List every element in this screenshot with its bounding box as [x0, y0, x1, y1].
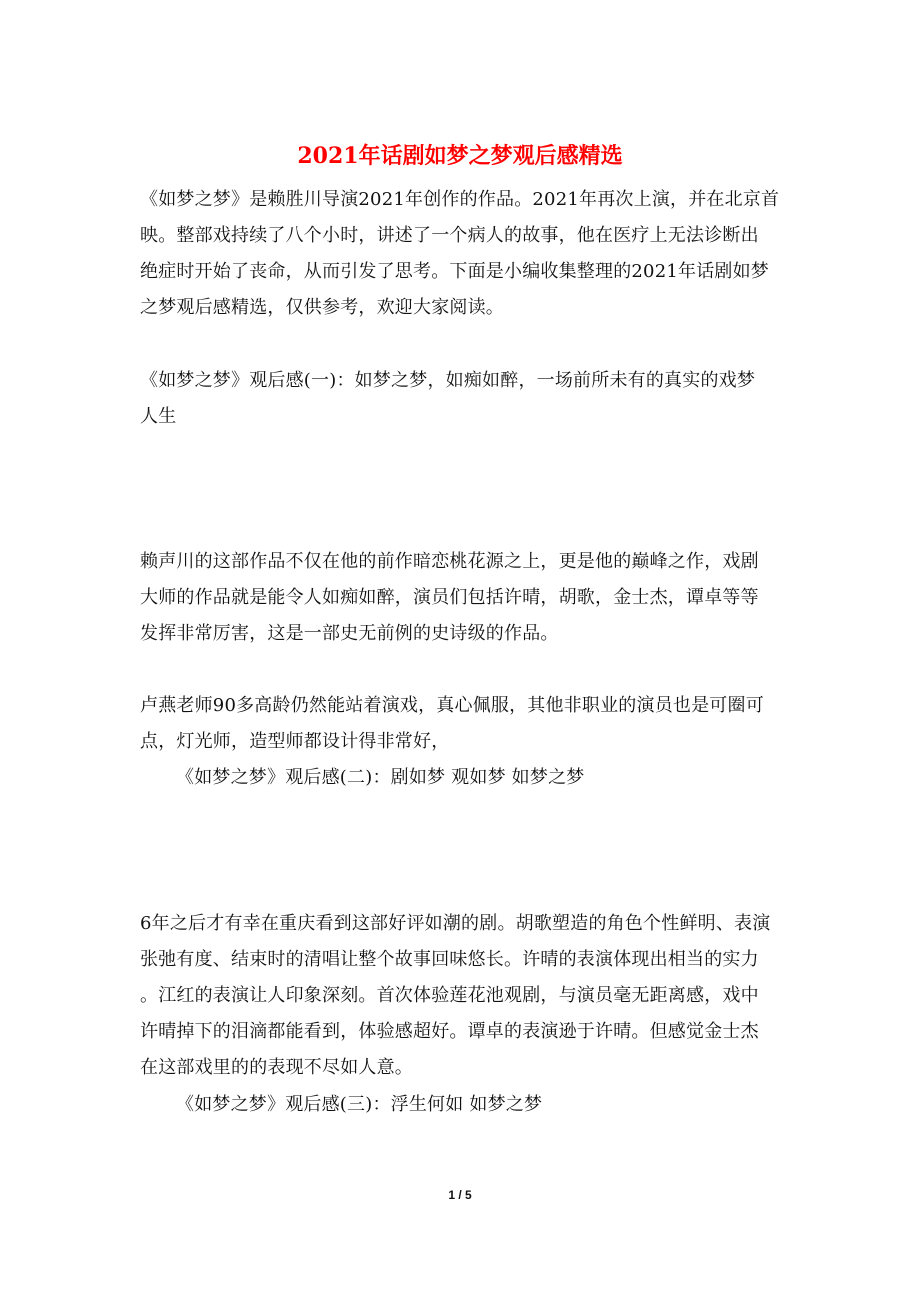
- text-line: 赖声川的这部作品不仅在他的前作暗恋桃花源之上，更是他的巅峰之作，戏剧: [140, 551, 759, 572]
- text-line: 点，灯光师，造型师都设计得非常好，: [140, 731, 450, 752]
- text-line: 6年之后才有幸在重庆看到这部好评如潮的剧。胡歌塑造的角色个性鲜明、表演: [140, 913, 771, 934]
- text-line: 《如梦之梦》是赖胜川导演2021年创作的作品。2021年再次上演，并在北京首: [140, 189, 780, 210]
- page-number: 1 / 5: [448, 1188, 472, 1202]
- document-title: 2021年话剧如梦之梦观后感精选: [297, 143, 623, 169]
- text-line: 许晴掉下的泪滴都能看到，体验感超好。谭卓的表演逊于许晴。但感觉金士杰: [140, 1021, 759, 1042]
- text-line: 绝症时开始了丧命，从而引发了思考。下面是小编收集整理的2021年话剧如梦: [140, 261, 770, 282]
- section-heading-3: 《如梦之梦》观后感(三)：浮生何如 如梦之梦: [176, 1094, 543, 1115]
- text-line: 之梦观后感精选，仅供参考，欢迎大家阅读。: [140, 297, 504, 318]
- text-line: 。江红的表演让人印象深刻。首次体验莲花池观剧，与演员毫无距离感，戏中: [140, 985, 759, 1006]
- text-line: 人生: [140, 406, 177, 427]
- text-line: 《如梦之梦》观后感(一)：如梦之梦，如痴如醉，一场前所未有的真实的戏梦: [140, 370, 756, 391]
- text-line: 在这部戏里的的表现不尽如人意。: [140, 1057, 413, 1078]
- text-line: 卢燕老师90多高龄仍然能站着演戏，真心佩服，其他非职业的演员也是可圈可: [140, 695, 764, 716]
- text-line: 张弛有度、结束时的清唱让整个故事回味悠长。许晴的表演体现出相当的实力: [140, 949, 759, 970]
- section-heading-2: 《如梦之梦》观后感(二)：剧如梦 观如梦 如梦之梦: [176, 767, 585, 788]
- text-line: 发挥非常厉害，这是一部史无前例的史诗级的作品。: [140, 623, 559, 644]
- text-line: 大师的作品就是能令人如痴如醉，演员们包括许晴，胡歌，金士杰，谭卓等等: [140, 587, 759, 608]
- text-line: 映。整部戏持续了八个小时，讲述了一个病人的故事，他在医疗上无法诊断出: [140, 225, 759, 246]
